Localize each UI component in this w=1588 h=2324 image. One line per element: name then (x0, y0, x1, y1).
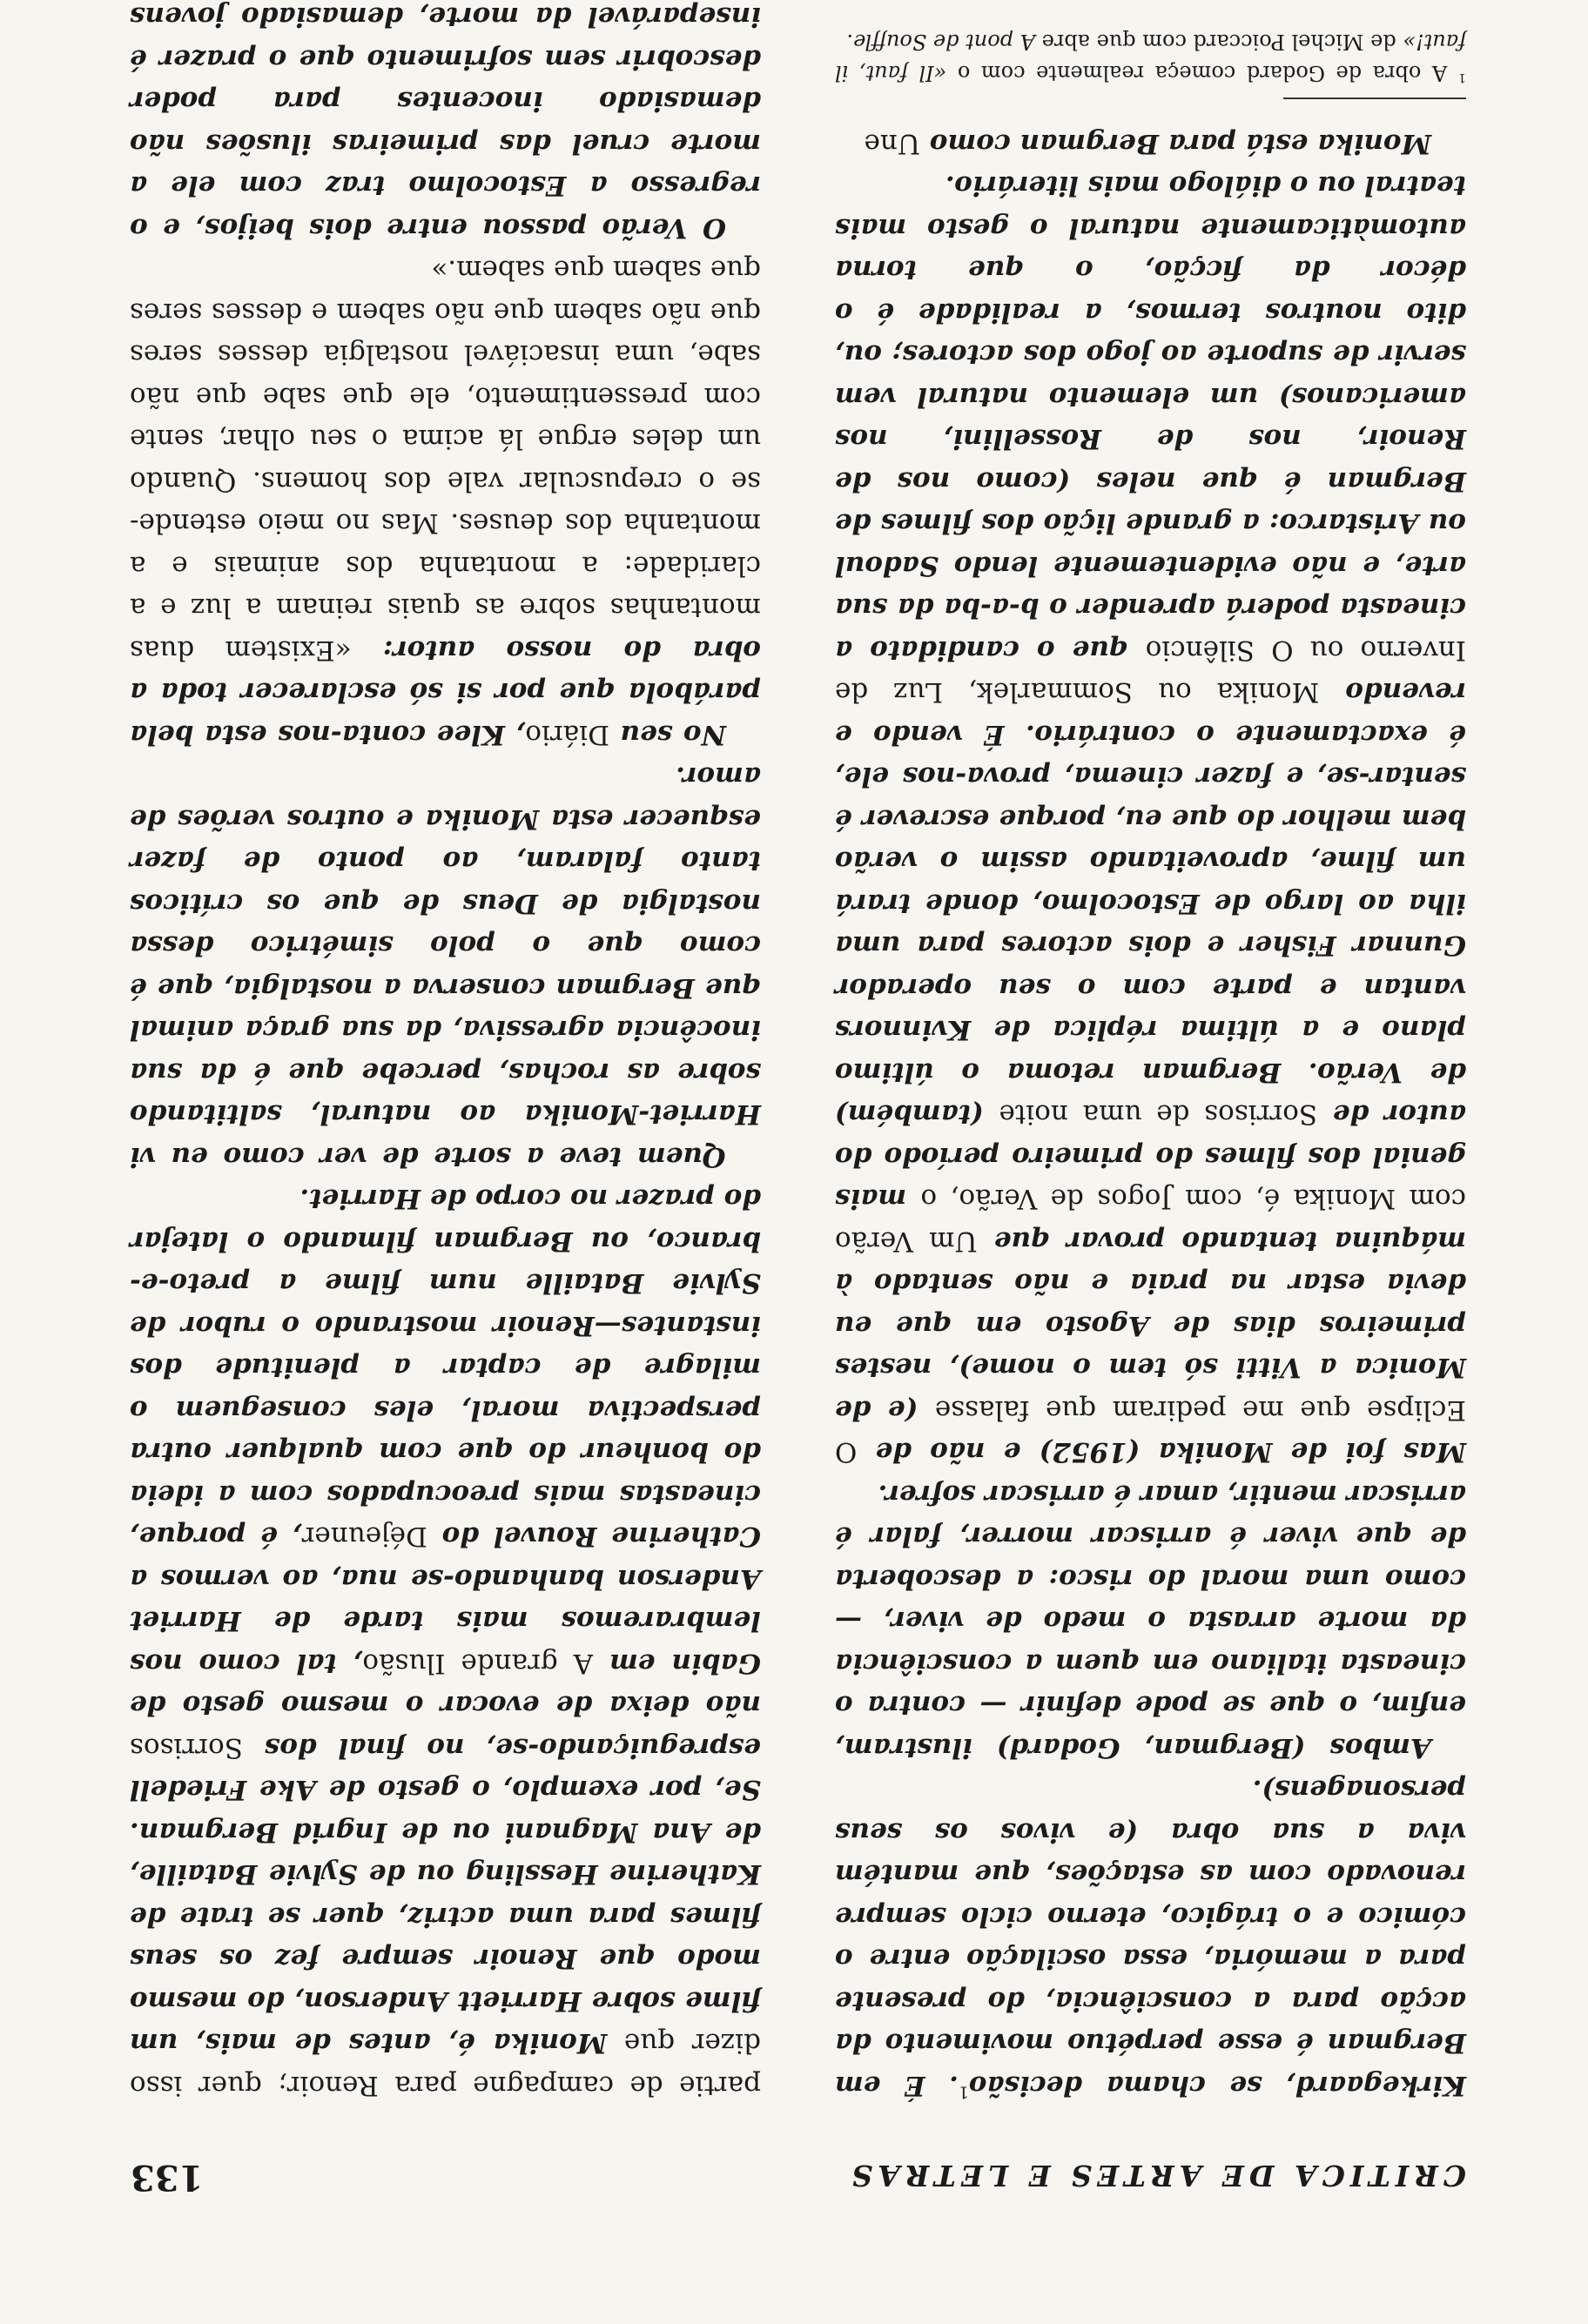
text-run: que o candidato a cineasta poderá aprender o b-a-ba da sua arte, e não evidentemente lendo Sadoul ou Aristarco: a grande lição dos filmes de Bergman é que neles (como nos de Renoir, nos de Rossellini, nos americanos) um elemento natural vem servir de suporte ao jogo dos actores; ou, dito noutros termos, a realidade é o décor da ficção, o que torna automàticamente natural o gesto mais teatral ou o diálogo mais literário. (835, 170, 1466, 666)
paragraph (130, 1178, 761, 2106)
text-run: Monika é, antes de mais, um filme sobre Harriett Anderson, do mesmo modo que Renoir sempre fez os seus filmes para uma actriz, quer se trate de Katherine Hessling ou de Sylvie Bataille, de Ana Magnani ou de Ingrid Bergman. Se, por exemplo, o gesto de Ake Friedell espreguiçando-se, no final dos (130, 1732, 761, 2059)
paragraph (835, 165, 1466, 1474)
paragraph (130, 249, 761, 756)
text-run: Mas foi de Monika (1952) e não de (857, 1436, 1466, 1468)
text-run: Déjeuner (301, 1521, 427, 1553)
text-run: , Klee conta-nos esta bela parábola que por si só esclarecer toda a obra do nosso autor: (130, 635, 761, 750)
left-column (835, 27, 1466, 2107)
text-run: , tal como nos lembraremos mais tarde de Harriet Anderson banhando-se nua, ao vermos a Catherine Rouvel do (130, 1521, 761, 1679)
text-run: Diário (525, 719, 610, 750)
paragraph (130, 0, 761, 249)
text-run: mais genial dos filmes do primeiro período do autor de (835, 1098, 1466, 1215)
text-run: A grande Ilusão (362, 1648, 594, 1679)
running-head: CRITICA DE ARTES E LETRAS (846, 2159, 1466, 2193)
text-run: «Existem duas montanhas sobre as quais reinam a luz e a claridade: a montanha dos animais e a montanha dos deuses. Mas no meio estende-se o crepuscular vale dos homens. Quando um deles ergue lá acima o seu olhar, sente com pressentimento, ele que sabe que não sabe, uma insaciável nostalgia desses seres que não sabem que não sabem e desses seres que sabem que sabem.» (130, 254, 761, 666)
footnote-rule (1283, 98, 1466, 100)
text-run: (também) de Verão. Bergman retoma o último plano e a última réplica de Kvinnors vantan e parte com o seu operador Gunnar Fisher e dois actores para uma ilha ao largo de Estocolmo, donde trará um filme, aproveitando assim o verão bem melhor do que eu, porque escrever é sentar-se, e fazer cinema, prova-nos ele, é exactamente o contrário. É vendo e revendo (834, 676, 1466, 1131)
paragraph (835, 1769, 1466, 2106)
paragraph (130, 756, 761, 1178)
text-run: Kirkegaard, se chama decisão (968, 2070, 1466, 2101)
text-run: não deixa de evocar o mesmo gesto de Gabin em (130, 1648, 761, 1722)
text-run: No seu (609, 719, 726, 750)
text-run: , é porque, cineastas mais preocupados com a ideia do bonheur do que com qualquer outra perspectiva moral, eles conseguem o milagre de captar a plenitude dos instantes—Renoir mostrando o rubor de Sylvie Bataille num filme a preto-e-branco, ou Bergman filmando o latejar do prazer no corpo de Harriet. (129, 1183, 761, 1553)
text-run: Monika está para Bergman como (920, 128, 1431, 159)
text-run: A obra de Godard começa realmente com o (946, 61, 1458, 86)
right-column (130, 0, 761, 2106)
text-run: Quem teve a sorte de ver como eu vi Harriet-Monika ao natural, saltitando sobre as rochas, percebe que é da sua inocência agressiva, da sua graça animal que Bergman conserva a nostalgia, que é como que o polo simétrico dessa nostalgia de Deus de que os críticos tanto falaram, ao ponto de fazer esquecer esta Monika e outros verões de amor. (130, 761, 761, 1172)
text-run: Une (864, 128, 920, 159)
text-run: de Michel Poiccard com que abre (1035, 30, 1403, 55)
text-run: partie de campagne para Renoir; quer isso dizer que (130, 2027, 761, 2101)
text-run: (e de Monica a Vitti só tem o nome), nestes primeiros dias de Agosto em que eu devia estar na praia e não sentado à máquina tentando provar que (834, 1226, 1466, 1426)
text-run: . É em Bergman é esse perpétuo movimento da acção para a consciência, do presente para a memória, essa oscilação entre o cómico e o trágico, eterno ciclo sempre renovado com as estações, que mantém viva a sua obra (e vivos os seus personagens). (835, 1774, 1466, 2101)
page-header (131, 2157, 1466, 2198)
text-run: «Il faut, il faut!» (834, 30, 1466, 86)
footnote-marker: 1 (958, 2082, 969, 2101)
text-run: Sorrisos (130, 1732, 243, 1763)
text-run: Ambos (Bergman, Godard) ilustram, enfim, o que se pode definir — contra o cineasta italiano em quem a consciência da morte arrasta o medo de viver, — como uma moral do risco: a descoberta de que viver é arriscar morrer, falar é arriscar mentir, amar é arriscar sofrer. (835, 1479, 1466, 1763)
paragraph (835, 123, 1466, 165)
text-run: O Eclipse que me pediram que falasse (835, 1394, 1466, 1468)
page-number: 133 (131, 2157, 204, 2198)
text-run: Sorrisos de uma noite (999, 1098, 1318, 1131)
text-run: A pont de Souffle. (846, 30, 1036, 55)
left-column-body (835, 123, 1466, 2107)
footnote-marker: 1 (1457, 71, 1466, 85)
footnote (835, 27, 1466, 90)
text-run: Monika ou Sommarlek, Luz de Inverno ou O Silêncio (835, 635, 1466, 709)
text-run: O Verão passou entre dois beijos, e o regresso a Estocolmo traz com ele a morte cruel das primeiras ilusões não demasiado inocentes para poder descobrir sem sofrimento que o prazer é inseparável da morte, demasiado jovens (130, 1, 761, 244)
text-run: Um Verão com Monika é, com Jogos de Verão, o (834, 1183, 1466, 1257)
paragraph (835, 1474, 1466, 1770)
